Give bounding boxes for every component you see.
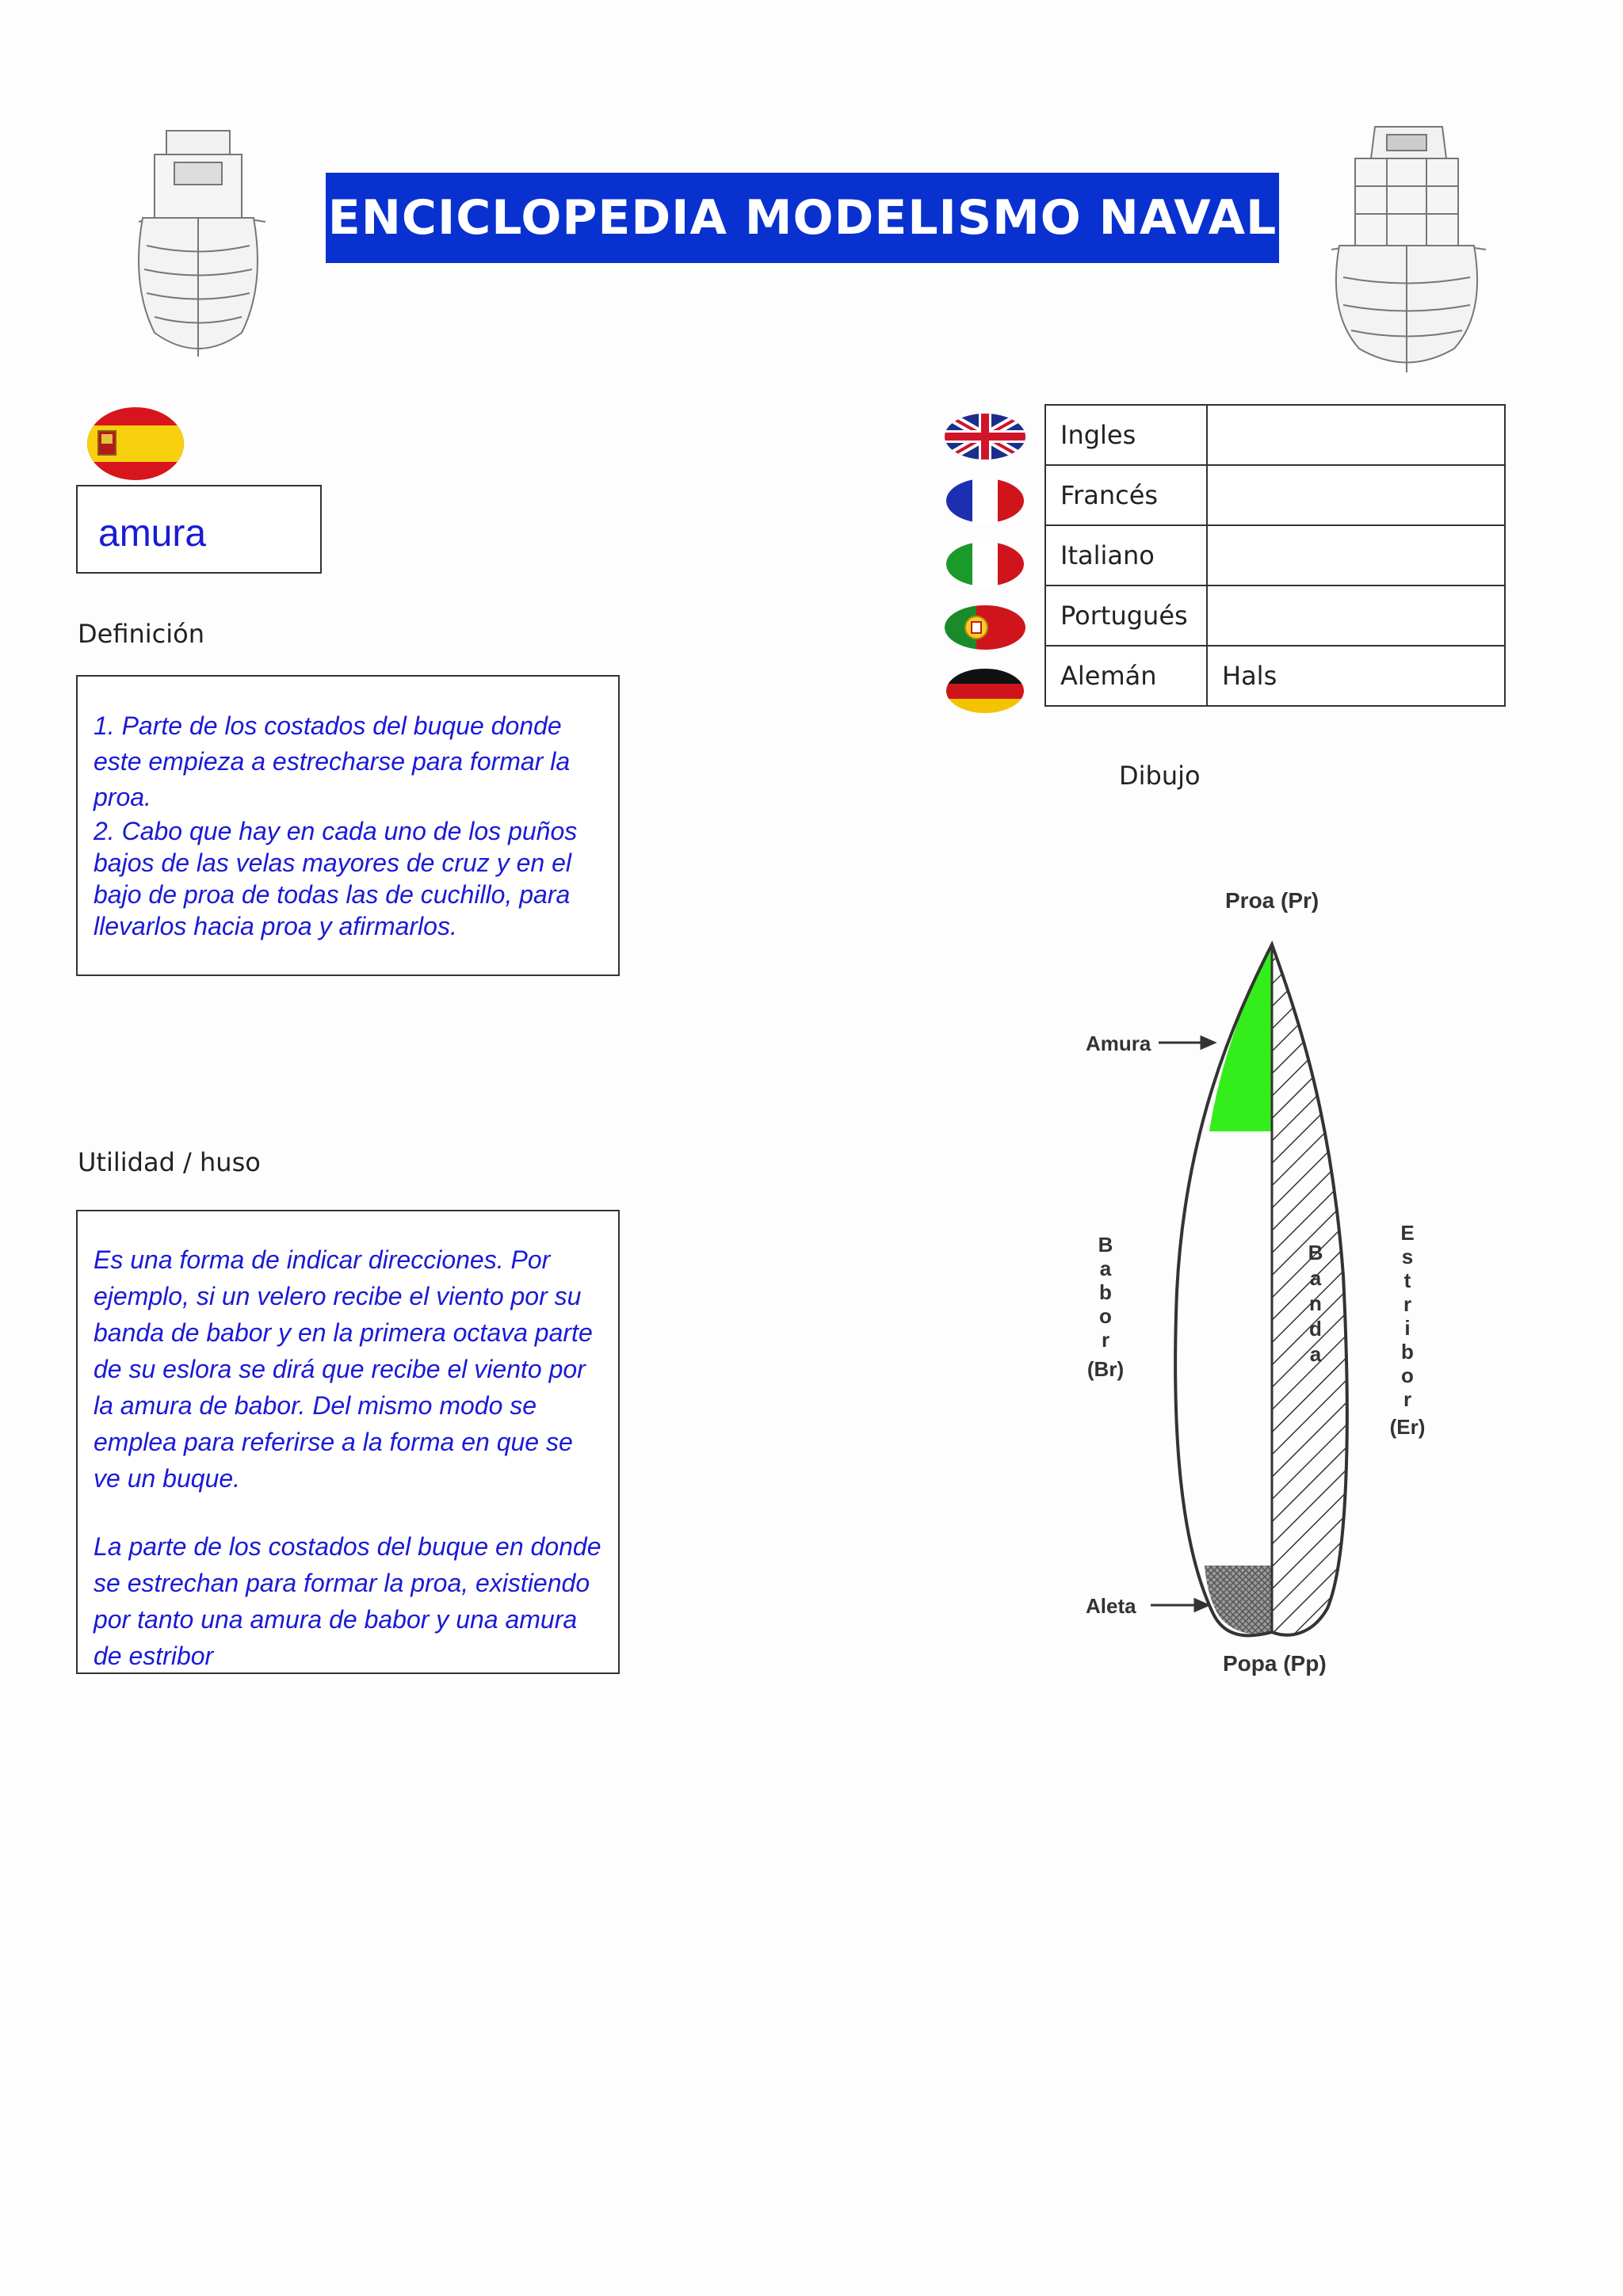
aleta-arrowhead <box>1195 1600 1208 1611</box>
amura-label: Amura <box>1086 1032 1151 1055</box>
definition-text-2: 2. Cabo que hay en cada uno de los puños bajos de las velas mayores de cruz y en el bajo de proa de todas las de cuchillo, para llevarlos hacia proa y afirmarlos. <box>94 817 578 940</box>
language-name: Portugués <box>1045 585 1207 646</box>
estribor-label: E s t r i b o r <box>1400 1221 1415 1411</box>
translation-cell <box>1207 405 1505 465</box>
aleta-label: Aleta <box>1086 1594 1136 1618</box>
banda-label: B a n d a <box>1308 1241 1323 1366</box>
definition-text-1: 1. Parte de los costados del buque donde este empieza a estrecharse para formar la proa. <box>94 711 571 811</box>
amura-arrowhead <box>1201 1037 1214 1048</box>
ship-bow-illustration <box>1308 123 1506 376</box>
language-name: Alemán <box>1045 646 1207 706</box>
utility-text-1: Es una forma de indicar direcciones. Por ejemplo, si un velero recibe el viento por su banda de babor y en la primera octava parte de su eslora se dirá que recibe el viento por la amura de babor. Del mismo modo se emplea para referirse a la forma en que se ve un buque. <box>94 1245 593 1493</box>
amura-section <box>1209 944 1272 1131</box>
definition-box <box>76 675 620 976</box>
table-row <box>1045 585 1505 646</box>
portugal-flag-icon <box>945 605 1025 650</box>
spain-flag-icon <box>87 407 184 480</box>
title-banner <box>326 173 1279 263</box>
table-row <box>1045 646 1505 706</box>
table-row <box>1045 525 1505 585</box>
babor-abbr-label: (Br) <box>1086 1357 1125 1381</box>
utility-text-2: La parte de los costados del buque en donde se estrechan para formar la proa, existiendo por tanto una amura de babor y una amura de estribor <box>94 1532 601 1670</box>
ship-stern-illustration <box>111 127 285 364</box>
language-name: Francés <box>1045 465 1207 525</box>
term-box <box>76 485 322 574</box>
language-table <box>1044 404 1506 707</box>
hull-diagram <box>1062 879 1474 1680</box>
term-word: amura <box>98 513 207 555</box>
language-name: Italiano <box>1045 525 1207 585</box>
proa-label: Proa (Pr) <box>1225 888 1319 913</box>
table-row <box>1045 405 1505 465</box>
babor-label: B a b o r <box>1098 1233 1113 1352</box>
translation-cell <box>1207 525 1505 585</box>
utility-label: Utilidad / huso <box>78 1147 261 1177</box>
popa-label: Popa (Pp) <box>1223 1651 1327 1676</box>
language-name: Ingles <box>1045 405 1207 465</box>
table-row <box>1045 465 1505 525</box>
france-flag-icon <box>946 479 1024 523</box>
translation-cell <box>1207 465 1505 525</box>
translation-cell <box>1207 585 1505 646</box>
italy-flag-icon <box>946 542 1024 586</box>
translation-cell: Hals <box>1207 646 1505 706</box>
drawing-label: Dibujo <box>1119 761 1201 791</box>
definition-label: Definición <box>78 619 204 649</box>
aleta-section <box>1205 1566 1272 1634</box>
germany-flag-icon <box>946 669 1024 713</box>
estribor-abbr-label: (Er) <box>1389 1415 1426 1439</box>
uk-flag-icon <box>945 414 1025 460</box>
utility-box <box>76 1210 620 1674</box>
page-title: ENCICLOPEDIA MODELISMO NAVAL <box>327 190 1277 246</box>
